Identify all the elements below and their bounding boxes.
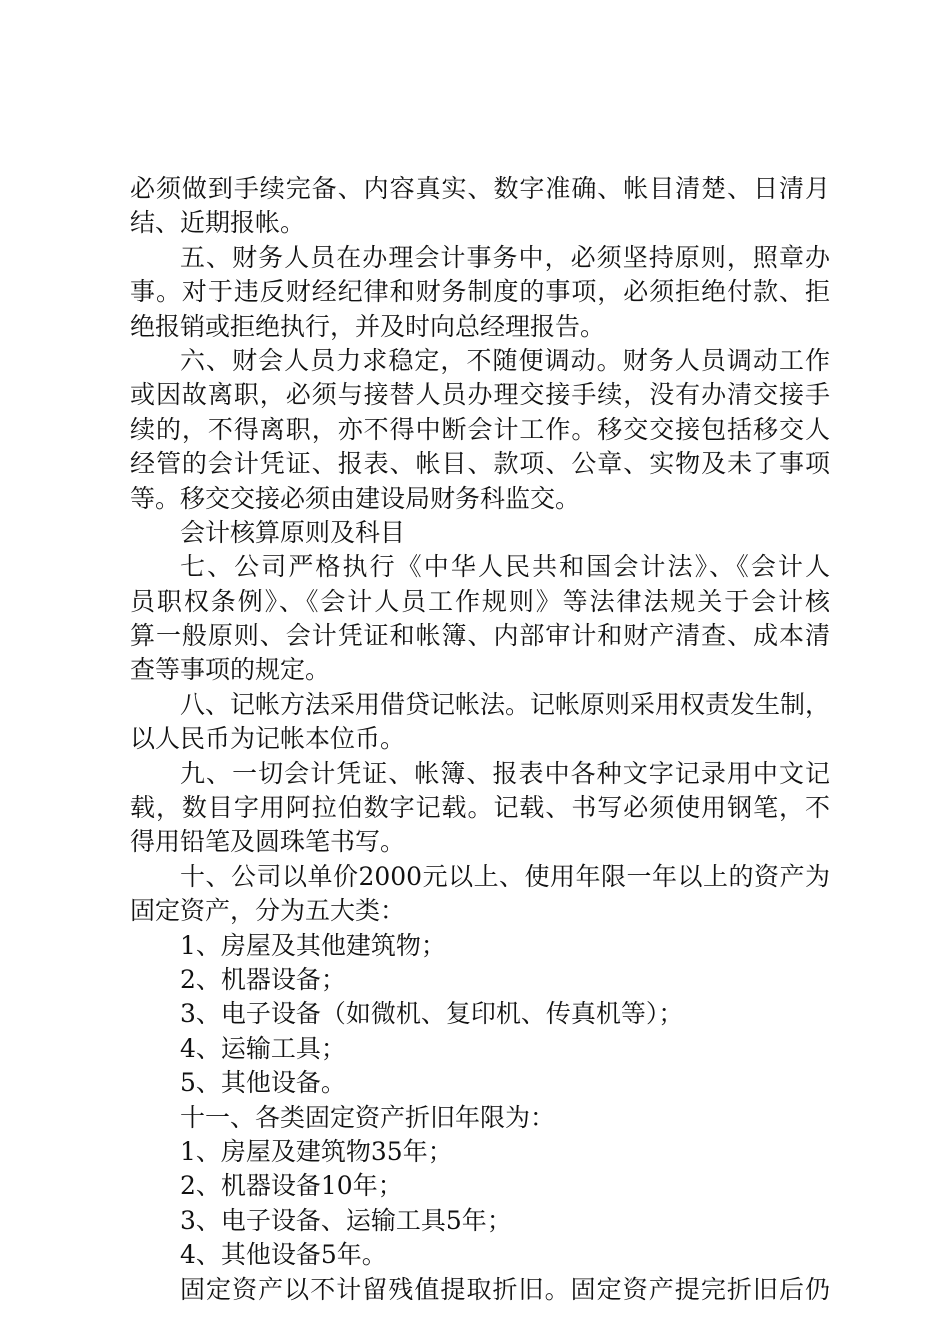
list-item: 5、其他设备。: [180, 1068, 346, 1098]
section-heading: 会计核算原则及科目: [180, 517, 406, 547]
list-item: 3、电子设备（如微机、复印机、传真机等）；: [180, 999, 684, 1029]
list-item: 1、房屋及其他建筑物；: [180, 930, 446, 960]
text-line: 事。对于违反财经纪律和财务制度的事项，必须拒绝付款、拒: [130, 277, 830, 307]
text-line: 员职权条例》、《会计人员工作规则》等法律法规关于会计核: [130, 586, 830, 616]
text-line: 或因故离职，必须与接替人员办理交接手续，没有办清交接手: [130, 380, 830, 410]
text-line: 必须做到手续完备、内容真实、数字准确、帐目清楚、日清月: [130, 174, 830, 203]
text-line: 算一般原则、会计凭证和帐簿、内部审计和财产清查、成本清: [130, 621, 830, 651]
text-line: 固定资产，分为五大类：: [130, 896, 406, 926]
paragraph-9-start: 九、一切会计凭证、帐簿、报表中各种文字记录用中文记: [180, 758, 830, 788]
list-item: 3、电子设备、运输工具5年；: [180, 1205, 512, 1235]
list-item: 1、房屋及建筑物35年；: [180, 1136, 453, 1166]
paragraph-11-start: 十一、各类固定资产折旧年限为：: [180, 1102, 556, 1132]
text-line: 以人民币为记帐本位币。: [130, 724, 406, 754]
text-line: 得用铅笔及圆珠笔书写。: [130, 827, 406, 857]
text-line: 载，数目字用阿拉伯数字记载。记载、书写必须使用钢笔，不: [130, 793, 830, 823]
text-line: 等。移交交接必须由建设局财务科监交。: [130, 483, 581, 513]
list-item: 4、运输工具；: [180, 1033, 346, 1063]
paragraph-depreciation-start: 固定资产以不计留残值提取折旧。固定资产提完折旧后仍: [180, 1274, 830, 1304]
list-item: 2、机器设备10年；: [180, 1171, 403, 1201]
paragraph-5-start: 五、财务人员在办理会计事务中，必须坚持原则，照章办: [180, 242, 830, 272]
paragraph-10-start: 十、公司以单价2000元以上、使用年限一年以上的资产为: [180, 861, 830, 891]
document-body: [130, 172, 830, 1307]
text-line: 经管的会计凭证、报表、帐目、款项、公章、实物及未了事项: [130, 449, 830, 479]
list-item: 2、机器设备；: [180, 964, 346, 994]
text-line: 结、近期报帐。: [130, 208, 306, 238]
list-item: 4、其他设备5年。: [180, 1240, 387, 1270]
paragraph-6-start: 六、财会人员力求稳定，不随便调动。财务人员调动工作: [180, 345, 830, 375]
paragraph-7-start: 七、公司严格执行《中华人民共和国会计法》、《会计人: [180, 552, 830, 582]
paragraph-8-start: 八、记帐方法采用借贷记帐法。记帐原则采用权责发生制，: [180, 689, 830, 719]
text-line: 续的，不得离职，亦不得中断会计工作。移交交接包括移交人: [130, 414, 830, 444]
text-line: 查等事项的规定。: [130, 655, 331, 685]
text-line: 绝报销或拒绝执行，并及时向总经理报告。: [130, 311, 606, 341]
